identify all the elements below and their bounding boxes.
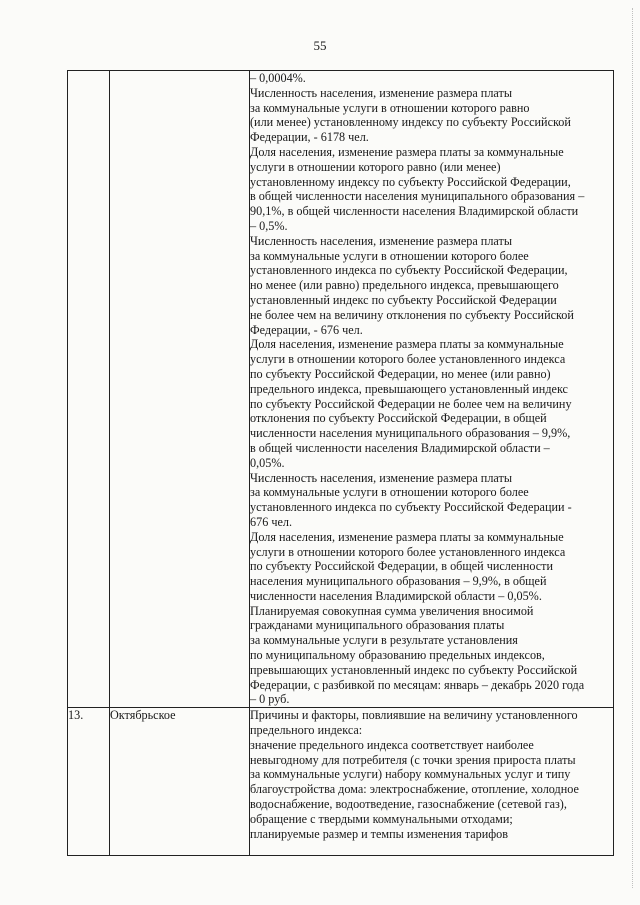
text-line: за коммунальные услуги в отношении которого более bbox=[250, 485, 529, 500]
text-line: в общей численности населения Владимирской области – bbox=[250, 440, 550, 455]
text-line: численности населения муниципального образования – 9,9%, bbox=[250, 426, 571, 441]
text-line: Федерации, - 676 чел. bbox=[250, 322, 363, 337]
text-line: – 0,0004%. bbox=[250, 71, 306, 85]
text-line: 90,1%, в общей численности населения Владимирской области bbox=[250, 204, 579, 219]
text-line: обращение с твердыми коммунальными отходами; bbox=[250, 811, 513, 826]
text-line: услуги в отношении которого более установленного индекса bbox=[250, 352, 566, 367]
text-line: Причины и факторы, повлиявшие на величину установленного bbox=[250, 708, 578, 723]
text-line: по муниципальному образованию предельных индексов, bbox=[250, 648, 545, 663]
text-line: за коммунальные услуги в отношении которого равно bbox=[250, 100, 530, 115]
text-line: (или менее) установленному индексу по субъекту Российской bbox=[250, 115, 571, 130]
text-line: Численность населения, изменение размера платы bbox=[250, 233, 513, 248]
text-line: за коммунальные услуги в отношении которого более bbox=[250, 248, 529, 263]
table-row bbox=[68, 708, 614, 856]
text-line: гражданами муниципального образования платы bbox=[250, 618, 505, 633]
text-line: услуги в отношении которого более установленного индекса bbox=[250, 544, 566, 559]
text-line: – 0,5%. bbox=[250, 218, 288, 233]
text-line: Доля населения, изменение размера платы за коммунальные bbox=[250, 529, 564, 544]
text-line: за коммунальные услуги в результате установления bbox=[250, 633, 518, 648]
text-line: Доля населения, изменение размера платы за коммунальные bbox=[250, 337, 564, 352]
text-line: по субъекту Российской Федерации, в общей численности bbox=[250, 559, 553, 574]
scan-edge-mark bbox=[632, 8, 634, 888]
text-line: водоснабжение, водоотведение, газоснабжение (сетевой газ), bbox=[250, 797, 567, 812]
text-line: но менее (или равно) предельного индекса, превышающего bbox=[250, 278, 559, 293]
text-line: 0,05%. bbox=[250, 455, 285, 470]
text-line: предельного индекса: bbox=[250, 723, 363, 738]
text-line: предельного индекса, превышающего установленный индекс bbox=[250, 381, 568, 396]
municipal-index-table bbox=[67, 70, 614, 856]
text-line: Федерации, с разбивкой по месяцам: январь – декабрь 2020 года bbox=[250, 677, 585, 692]
text-line: населения муниципального образования – 9,9%, в общей bbox=[250, 574, 547, 589]
text-line: по субъекту Российской Федерации не более чем на величину bbox=[250, 396, 572, 411]
text-line: Федерации, - 6178 чел. bbox=[250, 130, 369, 145]
text-line: установленный индекс по субъекту Российской Федерации bbox=[250, 292, 557, 307]
text-line: Численность населения, изменение размера платы bbox=[250, 470, 513, 485]
text-line: установленного индекса по субъекту Российской Федерации - bbox=[250, 500, 572, 515]
text-line: за коммунальные услуги) набору коммунальных услуг и типу bbox=[250, 767, 571, 782]
text-line: не более чем на величину отклонения по субъекту Российской bbox=[250, 307, 574, 322]
text-line: Планируемая совокупная сумма увеличения вносимой bbox=[250, 603, 534, 618]
text-line: в общей численности населения муниципального образования – bbox=[250, 189, 585, 204]
text-line: невыгодному для потребителя (с точки зрения прироста платы bbox=[250, 752, 576, 767]
table-row bbox=[68, 71, 614, 708]
page-number: 55 bbox=[313, 38, 327, 53]
text-line: установленному индексу по субъекту Российской Федерации, bbox=[250, 174, 571, 189]
description-cell bbox=[250, 708, 614, 856]
text-line: численности населения Владимирской области – 0,05%. bbox=[250, 588, 542, 603]
text-line: – 0 руб. bbox=[250, 692, 290, 707]
text-line: по субъекту Российской Федерации, но менее (или равно) bbox=[250, 366, 551, 381]
municipality-name-cell bbox=[110, 71, 250, 708]
row-number-cell: 13. bbox=[68, 708, 110, 856]
text-line: превышающих установленный индекс по субъекту Российской bbox=[250, 662, 578, 677]
text-line: Численность населения, изменение размера платы bbox=[250, 85, 513, 100]
row-number-cell bbox=[68, 71, 110, 708]
text-line: отклонения по субъекту Российской Федерации, в общей bbox=[250, 411, 547, 426]
text-line: Доля населения, изменение размера платы за коммунальные bbox=[250, 144, 564, 159]
text-line: услуги в отношении которого равно (или менее) bbox=[250, 159, 501, 174]
text-line: 676 чел. bbox=[250, 514, 292, 529]
text-line: планируемые размер и темпы изменения тарифов bbox=[250, 826, 509, 841]
description-cell bbox=[250, 71, 614, 708]
text-line: установленного индекса по субъекту Российской Федерации, bbox=[250, 263, 568, 278]
text-line: значение предельного индекса соответствует наиболее bbox=[250, 737, 534, 752]
municipality-name-cell: Октябрьское bbox=[110, 708, 250, 856]
text-line: благоустройства дома: электроснабжение, отопление, холодное bbox=[250, 782, 579, 797]
